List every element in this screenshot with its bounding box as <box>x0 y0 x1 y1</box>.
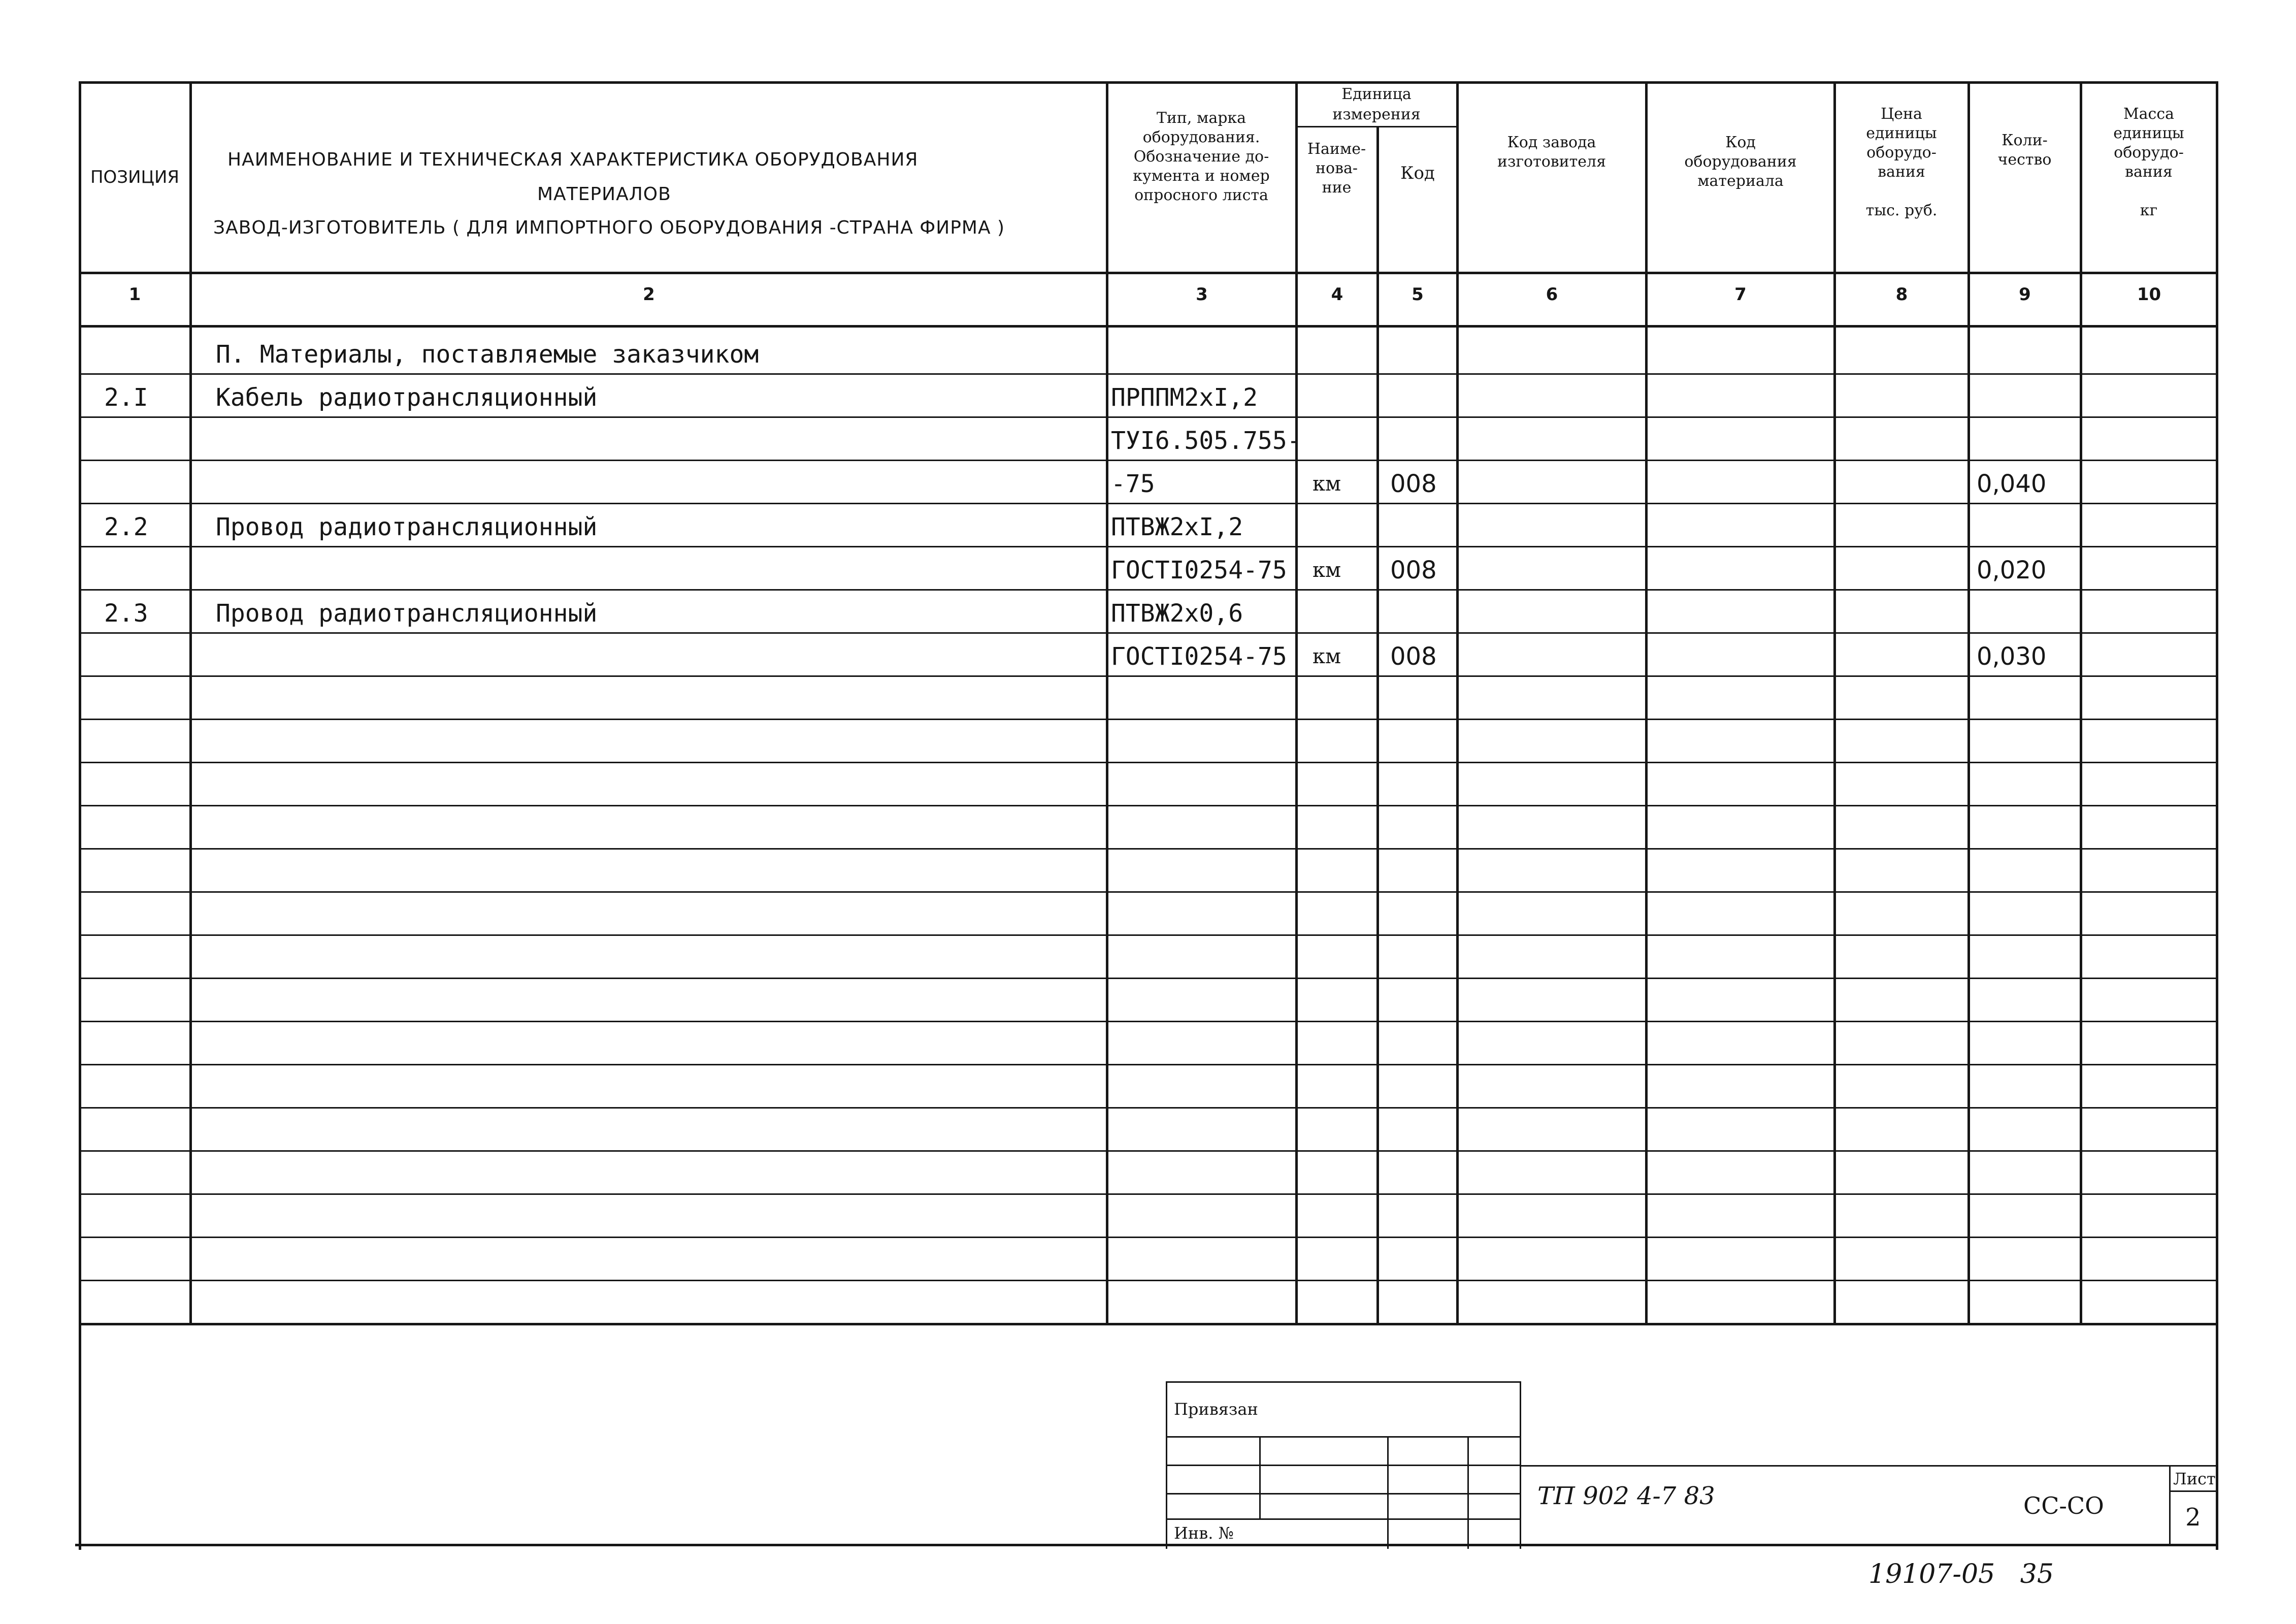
cell-name: Провод радиотрансляционный <box>216 513 598 541</box>
col-line-5 <box>1456 81 1459 1325</box>
table-bottom-line <box>79 1323 2218 1325</box>
header-quantity: Коли- чество <box>1997 132 2052 169</box>
stamp-line <box>1387 1436 1389 1549</box>
col-line-4 <box>1376 126 1379 1325</box>
header-type: Тип, марка оборудования. Обозначение до- кумента и номер опросного листа <box>1133 109 1270 204</box>
cell-unit: км <box>1313 472 1341 496</box>
col-line-1 <box>189 81 192 1325</box>
row-line <box>79 589 2218 591</box>
row-line <box>79 934 2218 936</box>
column-number: 7 <box>1734 284 1747 305</box>
cell-quantity: 0,040 <box>1977 470 2047 498</box>
header-unit-code: Код <box>1400 163 1435 183</box>
column-number: 3 <box>1196 284 1208 305</box>
row-line <box>79 1150 2218 1152</box>
column-number: 10 <box>2137 284 2161 305</box>
col-line-9 <box>2080 81 2082 1325</box>
row-line <box>79 1237 2218 1238</box>
column-number: 8 <box>1895 284 1908 305</box>
section-title: П. Материалы, поставляемые заказчиком <box>216 340 759 369</box>
column-number: 6 <box>1546 284 1558 305</box>
archive-note: 19107-05 35 <box>1868 1559 2054 1589</box>
header-factory-code: Код завода изготовителя <box>1497 134 1606 171</box>
row-line <box>79 762 2218 763</box>
header-name-line2: МАТЕРИАЛОВ <box>537 184 671 205</box>
cell-position: 2.3 <box>104 599 148 628</box>
cell-position: 2.2 <box>104 513 148 541</box>
cell-unit: км <box>1313 559 1341 582</box>
cell-type: ПРППМ2хI,2 <box>1111 383 1258 412</box>
cell-code: 008 <box>1390 556 1437 584</box>
stamp-line <box>1166 1381 1521 1383</box>
row-line <box>79 1021 2218 1022</box>
sheet-number: 2 <box>2185 1503 2201 1532</box>
doc-number: ТП 902 4-7 83 <box>1537 1482 1715 1510</box>
title-strip-top <box>1520 1465 2218 1467</box>
cell-unit: км <box>1313 645 1341 668</box>
header-unit-group: Единица измерения <box>1332 85 1421 123</box>
cell-name: Провод радиотрансляционный <box>216 599 598 628</box>
row-line <box>79 373 2218 375</box>
header-name-line3: ЗАВОД-ИЗГОТОВИТЕЛЬ ( ДЛЯ ИМПОРТНОГО ОБОРУДОВАНИЯ -СТРАНА ФИРМА ) <box>213 217 1005 238</box>
row-line <box>79 460 2218 461</box>
stamp-line <box>1467 1436 1469 1549</box>
header-unit-name: Наиме- нова- ние <box>1307 140 1366 197</box>
unit-group-line <box>1295 126 1458 127</box>
col-line-6 <box>1645 81 1648 1325</box>
row-line <box>79 1107 2218 1109</box>
col-line-8 <box>1967 81 1970 1325</box>
column-number: 5 <box>1412 284 1424 305</box>
row-line <box>79 978 2218 979</box>
cell-type: ПТВЖ2хI,2 <box>1111 513 1243 541</box>
row-line <box>79 891 2218 893</box>
row-line <box>79 546 2218 547</box>
header-mass: Масса единицы оборудо- вания кг <box>2113 105 2184 219</box>
header-position: ПОЗИЦИЯ <box>90 167 179 187</box>
cell-code: 008 <box>1390 470 1437 498</box>
row-line <box>79 1280 2218 1281</box>
cell-type: ГОСТI0254-75 <box>1111 556 1287 584</box>
colnum-bottom-line <box>79 325 2218 328</box>
stamp-privyazan: Привязан <box>1174 1400 1258 1419</box>
cell-code: 008 <box>1390 642 1437 671</box>
sheet-box-line <box>2169 1465 2171 1546</box>
header-name-line1: НАИМЕНОВАНИЕ И ТЕХНИЧЕСКАЯ ХАРАКТЕРИСТИКА ОБОРУДОВАНИЯ <box>227 149 919 170</box>
cell-type: ТУI6.505.755- <box>1111 427 1302 455</box>
header-price: Цена единицы оборудо- вания тыс. руб. <box>1865 105 1938 219</box>
row-line <box>79 416 2218 418</box>
row-line <box>79 719 2218 720</box>
col-line-2 <box>1106 81 1108 1325</box>
cell-quantity: 0,030 <box>1977 642 2047 671</box>
header-bottom-line <box>79 272 2218 274</box>
cell-type: ПТВЖ2х0,6 <box>1111 599 1243 628</box>
column-number: 9 <box>2019 284 2031 305</box>
row-line <box>79 632 2218 634</box>
row-line <box>79 805 2218 806</box>
cell-type: -75 <box>1111 470 1155 498</box>
col-line-3 <box>1295 81 1298 1325</box>
stamp-inventory: Инв. № <box>1174 1523 1234 1543</box>
sheet-box-line <box>2169 1490 2218 1492</box>
row-line <box>79 675 2218 677</box>
col-line-7 <box>1833 81 1836 1325</box>
cell-name: Кабель радиотрансляционный <box>216 383 598 412</box>
row-line <box>79 503 2218 504</box>
column-number: 4 <box>1331 284 1343 305</box>
column-number: 2 <box>643 284 655 305</box>
frame-top <box>79 81 2218 84</box>
doc-code: СС-СО <box>2023 1492 2104 1519</box>
stamp-line <box>1259 1436 1261 1518</box>
row-line <box>79 1064 2218 1065</box>
sheet-label: Лист <box>2173 1469 2216 1488</box>
cell-position: 2.I <box>104 383 148 412</box>
header-equipment-code: Код оборудования материала <box>1684 134 1797 190</box>
frame-bottom <box>75 1544 2218 1546</box>
cell-quantity: 0,020 <box>1977 556 2047 584</box>
cell-type: ГОСТI0254-75 <box>1111 642 1287 671</box>
row-line <box>79 1193 2218 1195</box>
column-number: 1 <box>128 284 141 305</box>
stamp-block <box>1166 1381 1521 1549</box>
row-line <box>79 848 2218 850</box>
frame-right <box>2216 81 2218 1550</box>
